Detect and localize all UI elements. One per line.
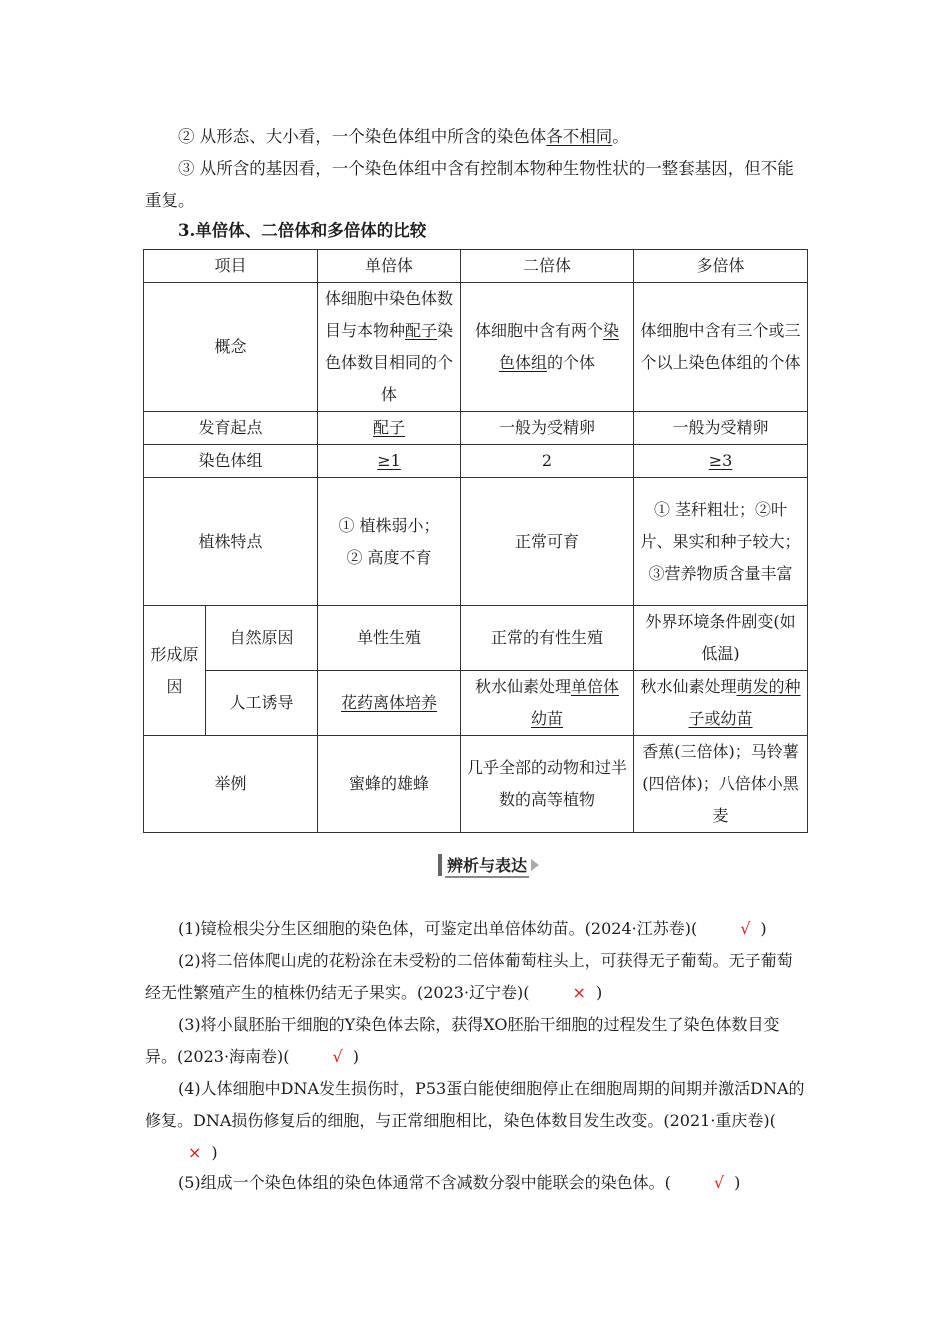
cell-haploid (318, 412, 461, 445)
intro-line-2 (145, 121, 805, 153)
badge-bar-icon (438, 854, 442, 876)
header-diploid: 二倍体 (461, 250, 634, 283)
row-sublabel: 自然原因 (206, 606, 318, 671)
badge-title: 辨析与表达 (445, 853, 529, 878)
row-label-formation: 形成原因 (144, 606, 206, 736)
row-sublabel: 人工诱导 (206, 671, 318, 736)
answer-underline: 花药离体培养 (341, 693, 438, 712)
row-traits (144, 478, 808, 606)
cell-diploid: 一般为受精卵 (461, 412, 634, 445)
cell-polyploid: 秋水仙素处理萌发的种子或幼苗 (634, 671, 808, 736)
check-icon: √ (713, 1173, 725, 1192)
row-concept (144, 283, 808, 412)
cell-polyploid: 外界环境条件剧变(如低温) (634, 606, 808, 671)
cell-polyploid (634, 445, 808, 478)
intro-line-2-end: 。 (612, 127, 629, 146)
row-origin (144, 412, 808, 445)
row-artificial (144, 671, 808, 736)
intro-line-2-text: ② 从形态、大小看，一个染色体组中所含的染色体 (178, 127, 547, 146)
cell-haploid (318, 671, 461, 736)
check-icon: √ (332, 1047, 343, 1066)
header-haploid: 单倍体 (318, 250, 461, 283)
section-title: 3.单倍体、二倍体和多倍体的比较 (178, 221, 427, 240)
intro-line-3: ③ 从所含的基因看，一个染色体组中含有控制本物种生物性状的一整套基因，但不能重复。 (145, 159, 794, 210)
cross-icon: × (572, 983, 586, 1002)
row-label: 发育起点 (144, 412, 318, 445)
answer-underline: 单倍体幼苗 (531, 677, 620, 728)
cell-diploid: 2 (461, 445, 634, 478)
answer-underline: ≥3 (708, 451, 733, 470)
row-label: 举例 (144, 736, 318, 833)
answer-underline: 各不相同 (546, 127, 613, 146)
question-1: (1)镜检根尖分生区细胞的染色体，可鉴定出单倍体幼苗。(2024·江苏卷)( √ ) (145, 913, 805, 945)
answer-underline: ≥1 (377, 451, 401, 470)
answer-underline: 染色体组 (499, 321, 620, 372)
cell-diploid: 几乎全部的动物和过半数的高等植物 (461, 736, 634, 833)
cell-haploid: 体细胞中染色体数目与本物种配子染色体数目相同的个体 (318, 283, 461, 412)
section-badge (438, 852, 539, 878)
check-icon: √ (740, 919, 751, 938)
row-label: 植株特点 (144, 478, 318, 606)
cell-polyploid: 体细胞中含有三个或三个以上染色体组的个体 (634, 283, 808, 412)
cell-haploid: 蜜蜂的雄蜂 (318, 736, 461, 833)
cell-polyploid: ① 茎秆粗壮；②叶片、果实和种子较大；③营养物质含量丰富 (634, 478, 808, 606)
row-label: 染色体组 (144, 445, 318, 478)
question-2: (2)将二倍体爬山虎的花粉涂在未受粉的二倍体葡萄柱头上，可获得无子葡萄。无子葡萄经无性繁殖产生的植株仍结无子果实。(2023·辽宁卷)( × ) (145, 945, 805, 1009)
cell-diploid: 正常可育 (461, 478, 634, 606)
question-4: (4)人体细胞中DNA发生损伤时，P53蛋白能使细胞停止在细胞周期的间期并激活DNA的修复。DNA损伤修复后的细胞，与正常细胞相比，染色体数目发生改变。(2021·重庆卷)(× ) (145, 1073, 805, 1169)
cell-diploid: 秋水仙素处理单倍体幼苗 (461, 671, 634, 736)
question-3: (3)将小鼠胚胎干细胞的Y染色体去除，获得XO胚胎干细胞的过程发生了染色体数目变异。(2023·海南卷)( √ ) (145, 1009, 805, 1073)
cell-haploid: ① 植株弱小； ② 高度不育 (318, 478, 461, 606)
answer-underline: 配子 (373, 418, 406, 437)
question-5: (5)组成一个染色体组的染色体通常不含减数分裂中能联会的染色体。( √ ) (145, 1167, 805, 1199)
badge-arrow-icon (531, 859, 539, 871)
cell-polyploid: 香蕉(三倍体)；马铃薯(四倍体)；八倍体小黑麦 (634, 736, 808, 833)
row-label: 概念 (144, 283, 318, 412)
cross-icon: × (188, 1143, 202, 1162)
cell-diploid: 正常的有性生殖 (461, 606, 634, 671)
table-header-row (144, 250, 808, 283)
cell-haploid (318, 445, 461, 478)
row-sets (144, 445, 808, 478)
row-natural (144, 606, 808, 671)
header-polyploid: 多倍体 (634, 250, 808, 283)
cell-haploid: 单性生殖 (318, 606, 461, 671)
answer-underline: 萌发的种子或幼苗 (688, 677, 801, 728)
answer-underline: 配子 (405, 321, 438, 340)
comparison-table (143, 249, 808, 833)
row-example (144, 736, 808, 833)
cell-polyploid: 一般为受精卵 (634, 412, 808, 445)
cell-diploid: 体细胞中含有两个染色体组的个体 (461, 283, 634, 412)
header-item: 项目 (144, 250, 318, 283)
